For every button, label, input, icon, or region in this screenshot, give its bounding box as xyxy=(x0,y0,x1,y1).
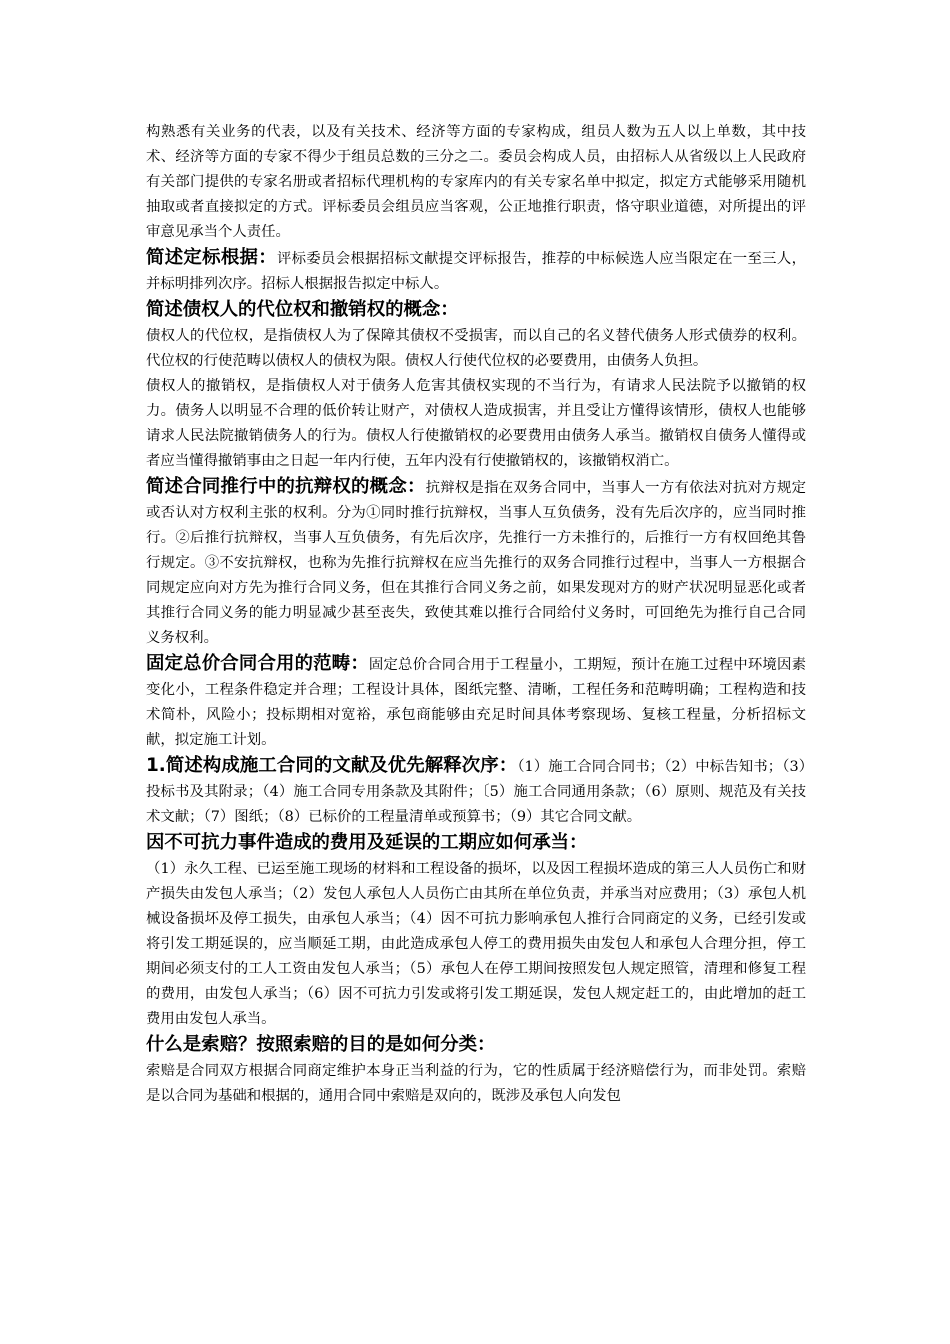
section-text: 固定总价合同合用于工程量小，工期短，预计在施工过程中环境因素变化小，工程条件稳定并合理；工程设计具体，图纸完整、清晰，工程任务和范畴明确；工程构造和技术简朴，风险小；投标期相对宽裕，承包商能够由充足时间具体考察现场、复核工程量，分析招标文献，拟定施工计划。 xyxy=(146,657,806,748)
section-contract-documents xyxy=(146,753,806,830)
section-text: （1）施工合同合同书；（2）中标告知书；（3）投标书及其附录；（4）施工合同专用条款及其附件；〔5）施工合同通用条款；（6）原则、规范及有关技术文献；（7）图纸；（8）已标价的工程量清单或预算书；（9）其它合同文献。 xyxy=(146,759,806,825)
section-award-basis xyxy=(146,245,806,297)
section-creditor-rights xyxy=(146,297,806,324)
section-defense-rights xyxy=(146,474,806,651)
section-text: 抗辩权是指在双务合同中，当事人一方有依法对抗对方规定或否认对方权利主张的权利。分为①同时推行抗辩权，当事人互负债务，没有先后次序的，应当同时推行。②后推行抗辩权，当事人互负债务，有先后次序，先推行一方未推行的，后推行一方有权回绝其鲁行规定。③不安抗辩权，也称为先推行抗辩权在应当先推行的双务合同推行过程中，当事人一方根据合同规定应向对方先为推行合同义务，但在其推行合同义务之前，如果发现对方的财产状况明显恶化或者其推行合同义务的能力明显减少甚至丧失，致使其难以推行合同给付义务时，可回绝先为推行自己合同义务权利。 xyxy=(146,480,806,646)
paragraph-claims: 索赔是合同双方根据合同商定维护本身正当利益的行为，它的性质属于经济赔偿行为，而非处罚。索赔是以合同为基础和根据的，通用合同中索赔是双向的，既涉及承包人向发包 xyxy=(146,1063,806,1104)
section-heading: 1.简述构成施工合同的文献及优先解释次序： xyxy=(146,755,518,776)
paragraph-force-majeure: （1）永久工程、已运至施工现场的材料和工程设备的损坏，以及因工程损坏造成的第三人人员伤亡和财产损失由发包人承当；（2）发包人承包人人员伤亡由其所在单位负责，并承当对应费用；（3）承包人机械设备损坏及停工损失，由承包人承当；（4）因不可抗力影响承包人推行合同商定的义务，已经引发或将引发工期延误的，应当顺延工期，由此造成承包人停工的费用损失由发包人和承包人合理分担，停工期间必须支付的工人工资由发包人承当；（5）承包人在停工期间按照发包人规定照管，清理和修复工程的费用，由发包人承当；（6）因不可抗力引发或将引发工期延误，发包人规定赶工的，由此增加的赶工费用由发包人承当。 xyxy=(146,861,806,1027)
section-heading: 简述定标根据： xyxy=(146,247,277,268)
section-heading: 简述合同推行中的抗辩权的概念： xyxy=(146,476,426,497)
section-text: 评标委员会根据招标文献提交评标报告，推荐的中标候选人应当限定在一至三人，并标明排列次序。招标人根据报告拟定中标人。 xyxy=(146,251,806,292)
document-page xyxy=(146,120,806,1109)
paragraph-subrogation-right: 债权人的代位权，是指债权人为了保障其债权不受损害，而以自己的名义替代债务人形式债券的权利。代位权的行使范畴以债权人的债权为限。债权人行使代位权的必要费用，由债务人负担。 xyxy=(146,328,806,369)
paragraph-revocation-right: 债权人的撤销权，是指债权人对于债务人危害其债权实现的不当行为，有请求人民法院予以撤销的权力。债务人以明显不合理的低价转让财产，对债权人造成损害，并且受让方懂得该情形，债权人也能够请求人民法院撤销债务人的行为。债权人行使撤销权的必要费用由债务人承当。撤销权自债务人懂得或者应当懂得撤销事由之日起一年内行使，五年内没有行使撤销权的，该撤销权消亡。 xyxy=(146,378,806,469)
paragraph-intro: 构熟悉有关业务的代表，以及有关技术、经济等方面的专家构成，组员人数为五人以上单数，其中技术、经济等方面的专家不得少于组员总数的三分之二。委员会构成人员，由招标人从省级以上人民政府有关部门提供的专家名册或者招标代理机构的专家库内的有关专家名单中拟定，拟定方式能够采用随机抽取或者直接拟定的方式。评标委员会组员应当客观，公正地推行职责，恪守职业道德，对所提出的评审意见承当个人责任。 xyxy=(146,124,806,240)
section-heading: 因不可抗力事件造成的费用及延误的工期应如何承当： xyxy=(146,832,588,853)
section-claims xyxy=(146,1032,806,1059)
section-heading: 什么是索赔？按照索赔的目的是如何分类： xyxy=(146,1034,496,1055)
section-heading: 固定总价合同合用的范畴： xyxy=(146,653,369,674)
section-fixed-price-scope xyxy=(146,651,806,753)
section-force-majeure xyxy=(146,830,806,857)
section-heading: 简述债权人的代位权和撤销权的概念： xyxy=(146,299,459,320)
